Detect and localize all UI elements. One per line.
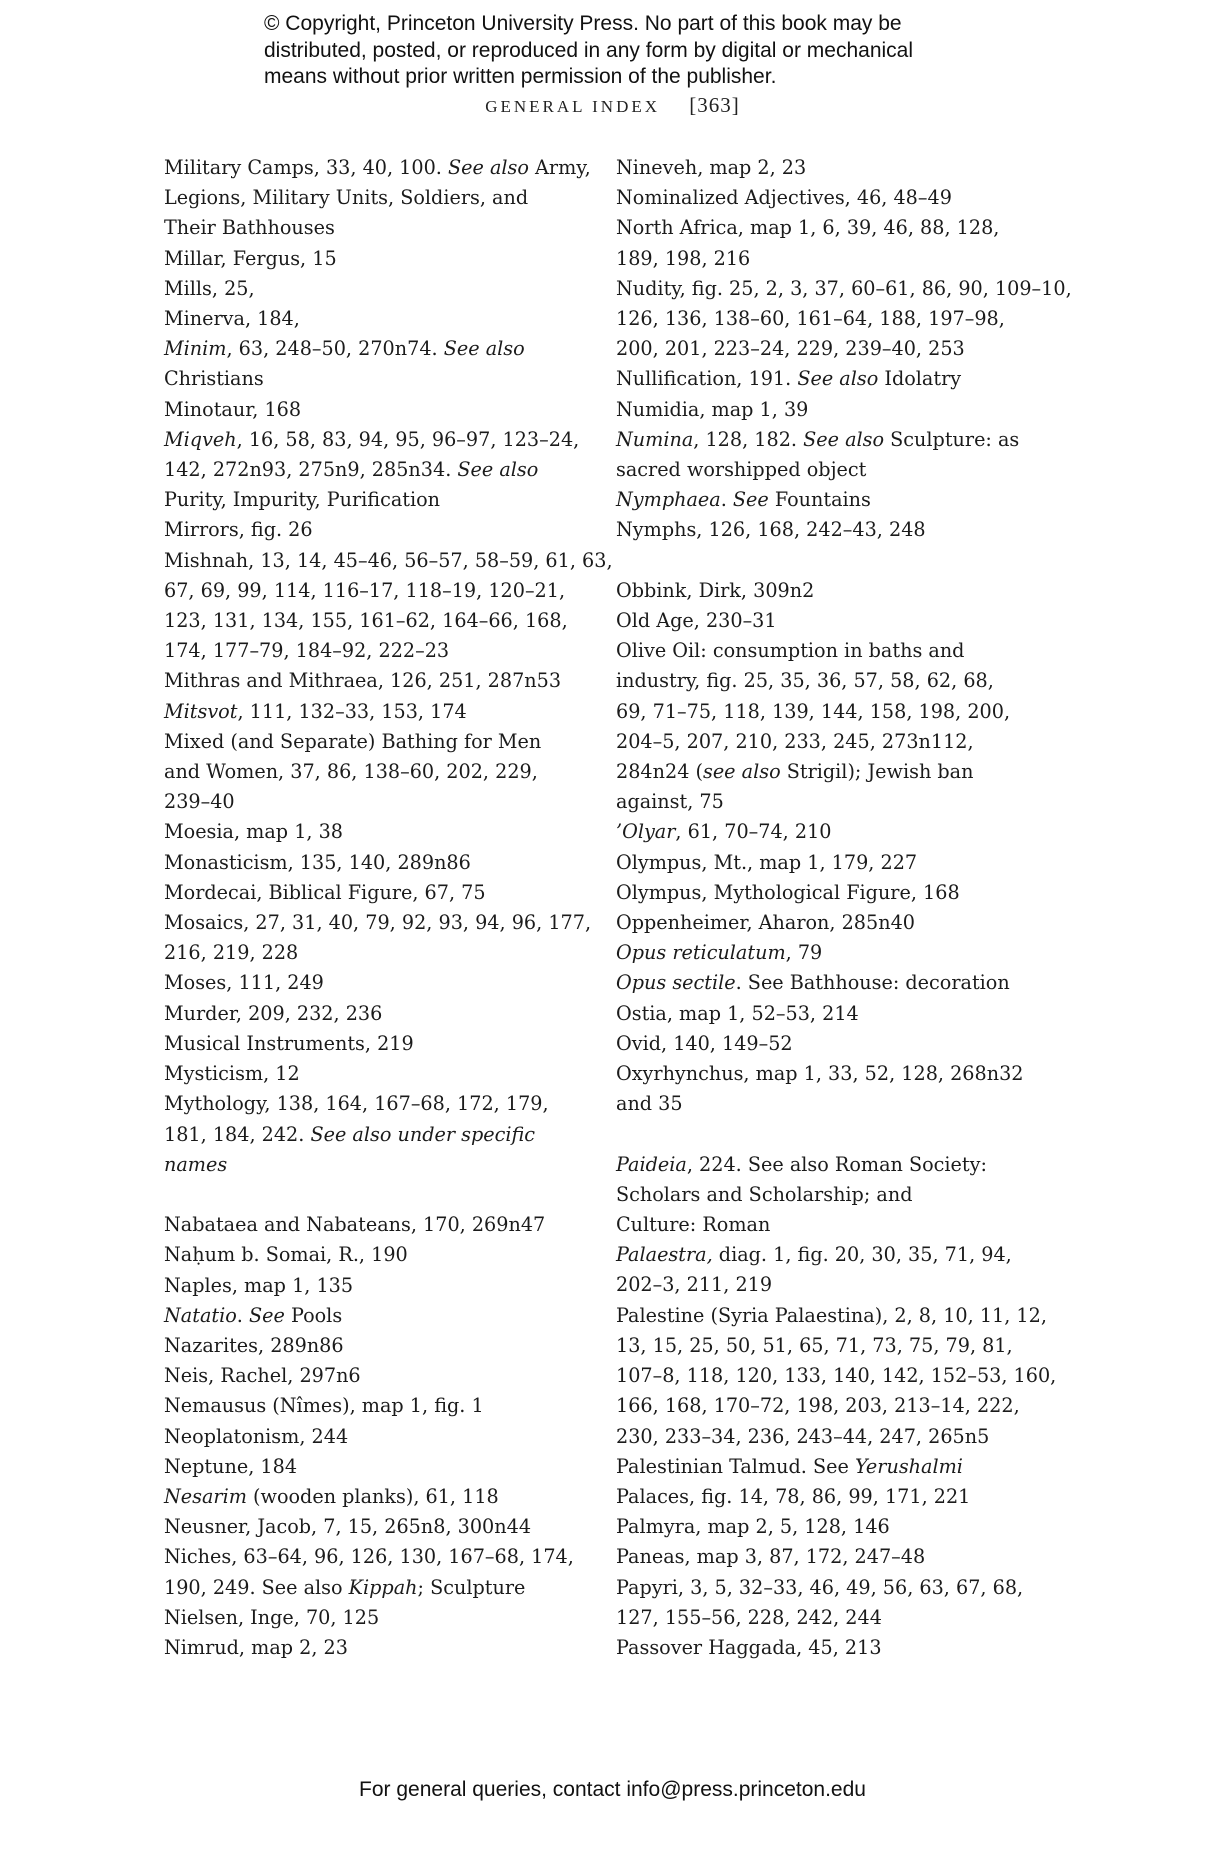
index-entry	[164, 1391, 584, 1421]
index-entry-line: Scholars and Scholarship; and	[616, 1182, 913, 1206]
index-entry-line: North Africa, map 1, 6, 39, 46, 88, 128,	[616, 216, 1000, 240]
index-entry-line: Miqveh, 16, 58, 83, 94, 95, 96–97, 123–24,	[164, 427, 580, 451]
index-entry-line: 13, 15, 25, 50, 51, 65, 71, 73, 75, 79, 81,	[616, 1333, 1013, 1357]
index-entry	[164, 1633, 584, 1663]
index-entry	[164, 878, 584, 908]
index-entry	[616, 999, 1056, 1029]
index-entry	[616, 1512, 1056, 1542]
index-entry	[616, 364, 1056, 394]
index-entry-line: Mitsvot, 111, 132–33, 153, 174	[164, 699, 467, 723]
index-entry	[164, 274, 584, 304]
index-entry-line: Nullification, 191. See also Idolatry	[616, 367, 962, 391]
index-entry	[164, 546, 613, 667]
index-entry	[164, 1482, 584, 1512]
index-entry-line: Legions, Military Units, Soldiers, and	[164, 186, 529, 210]
index-entry-line: against, 75	[616, 790, 724, 814]
index-entry	[164, 1089, 584, 1180]
index-entry-line: Papyri, 3, 5, 32–33, 46, 49, 56, 63, 67, 68,	[616, 1575, 1024, 1599]
index-entry-line: Nineveh, map 2, 23	[616, 156, 807, 179]
index-entry-line: industry, fig. 25, 35, 36, 57, 58, 62, 68,	[616, 669, 994, 693]
index-entry-line: Monasticism, 135, 140, 289n86	[164, 850, 471, 874]
index-entry	[164, 1512, 584, 1542]
index-entry-line: and Women, 37, 86, 138–60, 202, 229,	[164, 760, 538, 784]
index-entry	[164, 515, 584, 545]
index-entry-line: and 35	[616, 1092, 683, 1116]
index-entry	[164, 395, 584, 425]
index-entry-line: Numidia, map 1, 39	[616, 397, 809, 421]
index-entry	[616, 908, 1056, 938]
index-entry-line: Obbink, Dirk, 309n2	[616, 578, 815, 602]
index-entry	[164, 334, 584, 394]
index-entry-line: 204–5, 207, 210, 233, 245, 273n112,	[616, 729, 974, 753]
index-entry	[164, 1029, 584, 1059]
index-entry-line: Moses, 111, 249	[164, 971, 324, 995]
index-entry	[164, 1240, 584, 1270]
index-entry-line: Niches, 63–64, 96, 126, 130, 167–68, 174,	[164, 1545, 574, 1569]
index-entry	[164, 153, 591, 244]
index-entry	[616, 817, 1056, 847]
index-entry-line: Purity, Impurity, Purification	[164, 488, 441, 512]
index-entry-line: Mishnah, 13, 14, 45–46, 56–57, 58–59, 61, 63,	[164, 548, 613, 572]
index-entry-line: Millar, Fergus, 15	[164, 246, 337, 270]
index-entry	[164, 304, 584, 334]
index-entry-line: Old Age, 230–31	[616, 609, 777, 633]
index-entry	[164, 817, 584, 847]
running-head	[0, 93, 1225, 118]
index-entry-line: Culture: Roman	[616, 1213, 771, 1237]
index-entry	[616, 878, 1056, 908]
index-entry-line: sacred worshipped object	[616, 458, 867, 482]
index-entry-line: Minim, 63, 248–50, 270n74. See also	[164, 337, 525, 361]
index-entry	[164, 1422, 584, 1452]
index-entry	[164, 1271, 584, 1301]
index-entry-line: Nominalized Adjectives, 46, 48–49	[616, 186, 952, 210]
index-entry	[616, 1633, 1056, 1663]
index-entry-line: Olympus, Mt., map 1, 179, 227	[616, 850, 918, 874]
index-entry-line: Naḥum b. Somai, R., 190	[164, 1243, 408, 1267]
index-entry	[164, 425, 584, 516]
index-entry-line: 284n24 (see also Strigil); Jewish ban	[616, 760, 974, 784]
copyright-line: distributed, posted, or reproduced in any form by digital or mechanical	[264, 38, 914, 62]
index-entry	[164, 697, 584, 727]
page-number: [363]	[689, 93, 740, 117]
index-entry-line: 181, 184, 242. See also under specific	[164, 1122, 536, 1146]
index-entry	[616, 636, 1056, 817]
index-entry-line: Olympus, Mythological Figure, 168	[616, 880, 960, 904]
index-entry-line: Musical Instruments, 219	[164, 1031, 414, 1055]
index-entry-line: Minerva, 184,	[164, 307, 300, 331]
index-entry-line: Neis, Rachel, 297n6	[164, 1364, 361, 1388]
index-entry	[616, 1301, 1056, 1452]
index-entry	[164, 727, 584, 818]
index-entry-line: Opus reticulatum, 79	[616, 941, 823, 965]
index-entry-line: Neptune, 184	[164, 1454, 298, 1478]
index-entry	[616, 1542, 1056, 1572]
index-entry	[616, 1452, 1056, 1482]
index-entry-line: Palestinian Talmud. See Yerushalmi	[616, 1454, 963, 1478]
index-entry-line: Opus sectile. See Bathhouse: decoration	[616, 971, 1010, 995]
letter-section-gap	[616, 546, 1056, 576]
index-entry-line: 200, 201, 223–24, 229, 239–40, 253	[616, 337, 965, 361]
index-entry	[616, 213, 1056, 273]
index-entry	[616, 515, 1056, 545]
index-entry	[164, 848, 584, 878]
index-entry	[616, 1240, 1056, 1300]
index-entry	[164, 908, 592, 968]
index-entry-line: Murder, 209, 232, 236	[164, 1001, 383, 1025]
index-entry	[616, 153, 1056, 183]
index-entry-line: Paideia, 224. See also Roman Society:	[616, 1152, 987, 1176]
copyright-notice	[264, 11, 1024, 91]
index-entry	[164, 1361, 584, 1391]
index-entry	[616, 1573, 1056, 1633]
index-entry-line: 239–40	[164, 790, 235, 814]
index-entry-line: Palestine (Syria Palaestina), 2, 8, 10, 11, 12,	[616, 1303, 1047, 1327]
index-entry	[616, 938, 1056, 968]
index-entry-line: Numina, 128, 182. See also Sculpture: as	[616, 427, 1020, 451]
index-entry	[616, 1029, 1056, 1059]
index-entry-line: Minotaur, 168	[164, 397, 302, 421]
index-entry-line: Ostia, map 1, 52–53, 214	[616, 1001, 859, 1025]
index-entry-line: Nabataea and Nabateans, 170, 269n47	[164, 1213, 546, 1237]
index-entry-line: Olive Oil: consumption in baths and	[616, 639, 965, 663]
index-entry-line: Palaestra, diag. 1, fig. 20, 30, 35, 71, 94,	[616, 1243, 1012, 1267]
index-entry-line: 126, 136, 138–60, 161–64, 188, 197–98,	[616, 307, 1005, 331]
index-entry	[616, 606, 1056, 636]
copyright-line: means without prior written permission of the publisher.	[264, 65, 777, 88]
index-entry	[164, 1542, 584, 1602]
index-entry-line: Nymphs, 126, 168, 242–43, 248	[616, 518, 926, 542]
index-entry-line: 123, 131, 134, 155, 161–62, 164–66, 168,	[164, 609, 568, 633]
index-entry-line: 127, 155–56, 228, 242, 244	[616, 1605, 882, 1629]
index-entry-line: 166, 168, 170–72, 198, 203, 213–14, 222,	[616, 1394, 1020, 1418]
index-entry-line: Natatio. See Pools	[164, 1303, 343, 1327]
letter-section-gap	[164, 1180, 584, 1210]
index-entry-line: 190, 249. See also Kippah; Sculpture	[164, 1575, 526, 1599]
index-entry	[164, 244, 584, 274]
index-entry	[616, 1150, 1056, 1241]
index-entry-line: Mixed (and Separate) Bathing for Men	[164, 729, 542, 753]
footer-contact: For general queries, contact info@press.princeton.edu	[359, 1778, 866, 1801]
index-entry-line: 67, 69, 99, 114, 116–17, 118–19, 120–21,	[164, 578, 566, 602]
index-entry	[616, 1482, 1056, 1512]
index-entry-line: Paneas, map 3, 87, 172, 247–48	[616, 1545, 926, 1569]
index-entry-line: Military Camps, 33, 40, 100. See also Army,	[164, 156, 591, 179]
index-entry-line: Moesia, map 1, 38	[164, 820, 344, 844]
index-entry-line: Mosaics, 27, 31, 40, 79, 92, 93, 94, 96, 177,	[164, 911, 592, 935]
letter-section-gap	[616, 1119, 1056, 1149]
index-entry-line: Passover Haggada, 45, 213	[616, 1635, 882, 1659]
index-entry	[616, 576, 1056, 606]
index-entry	[164, 999, 584, 1029]
index-entry-line: Nimrud, map 2, 23	[164, 1635, 348, 1659]
index-column-left	[164, 153, 613, 1663]
copyright-line: © Copyright, Princeton University Press. No part of this book may be	[264, 12, 902, 35]
index-entry-line: Nazarites, 289n86	[164, 1333, 344, 1357]
index-entry	[616, 274, 1072, 365]
index-entry	[164, 968, 584, 998]
index-entry-line: Oppenheimer, Aharon, 285n40	[616, 911, 915, 935]
index-entry-line: 69, 71–75, 118, 139, 144, 158, 198, 200,	[616, 699, 1011, 723]
index-column-right	[616, 153, 1072, 1663]
index-entry-line: Mirrors, fig. 26	[164, 518, 313, 542]
index-entry-line: 107–8, 118, 120, 133, 140, 142, 152–53, 160,	[616, 1364, 1057, 1388]
index-entry	[164, 1452, 584, 1482]
index-entry-line: 189, 198, 216	[616, 246, 751, 270]
index-entry-line: Nymphaea. See Fountains	[616, 488, 871, 512]
index-entry	[616, 183, 1056, 213]
index-entry-line: Mythology, 138, 164, 167–68, 172, 179,	[164, 1092, 549, 1116]
index-entry-line: Their Bathhouses	[164, 216, 335, 240]
index-entry-line: Christians	[164, 367, 264, 391]
index-entry-line: Nemausus (Nîmes), map 1, fig. 1	[164, 1394, 484, 1418]
running-head-title: GENERAL INDEX	[485, 97, 661, 116]
index-entry-line: 230, 233–34, 236, 243–44, 247, 265n5	[616, 1424, 990, 1448]
index-entry	[164, 1331, 584, 1361]
index-entry-line: 174, 177–79, 184–92, 222–23	[164, 639, 450, 663]
index-entry	[616, 968, 1056, 998]
index-entry-line: 216, 219, 228	[164, 941, 299, 965]
index-entry	[164, 1603, 584, 1633]
index-entry	[616, 485, 1056, 515]
index-entry-line: Mithras and Mithraea, 126, 251, 287n53	[164, 669, 562, 693]
index-entry-line: Ovid, 140, 149–52	[616, 1031, 793, 1055]
index-entry-line: Nudity, fig. 25, 2, 3, 37, 60–61, 86, 90, 109–10,	[616, 276, 1072, 300]
index-entry-line: Neoplatonism, 244	[164, 1424, 349, 1448]
index-entry-line: Oxyrhynchus, map 1, 33, 52, 128, 268n32	[616, 1062, 1024, 1086]
index-entry	[616, 1059, 1056, 1119]
index-entry-line: 142, 272n93, 275n9, 285n34. See also	[164, 458, 539, 482]
index-entry-line: Palmyra, map 2, 5, 128, 146	[616, 1515, 890, 1539]
index-entry-line: Nesarim (wooden planks), 61, 118	[164, 1484, 499, 1508]
index-entry-line: Mysticism, 12	[164, 1062, 300, 1086]
index-entry	[164, 1301, 584, 1331]
index-entry-line: Naples, map 1, 135	[164, 1273, 354, 1297]
index-entry	[616, 395, 1056, 425]
index-entry	[616, 848, 1056, 878]
index-entry	[164, 1210, 584, 1240]
index-entry	[164, 1059, 584, 1089]
index-entry-line: Mills, 25,	[164, 276, 255, 300]
index-entry-line: Mordecai, Biblical Figure, 67, 75	[164, 880, 486, 904]
index-entry-line: Neusner, Jacob, 7, 15, 265n8, 300n44	[164, 1515, 532, 1539]
index-entry-line: ’Olyar, 61, 70–74, 210	[616, 820, 832, 844]
index-entry-line: Nielsen, Inge, 70, 125	[164, 1605, 380, 1629]
index-entry-line: names	[164, 1152, 228, 1176]
index-entry-line: 202–3, 211, 219	[616, 1273, 773, 1297]
index-entry	[164, 666, 584, 696]
index-entry-line: Palaces, fig. 14, 78, 86, 99, 171, 221	[616, 1484, 971, 1508]
index-entry	[616, 425, 1056, 485]
